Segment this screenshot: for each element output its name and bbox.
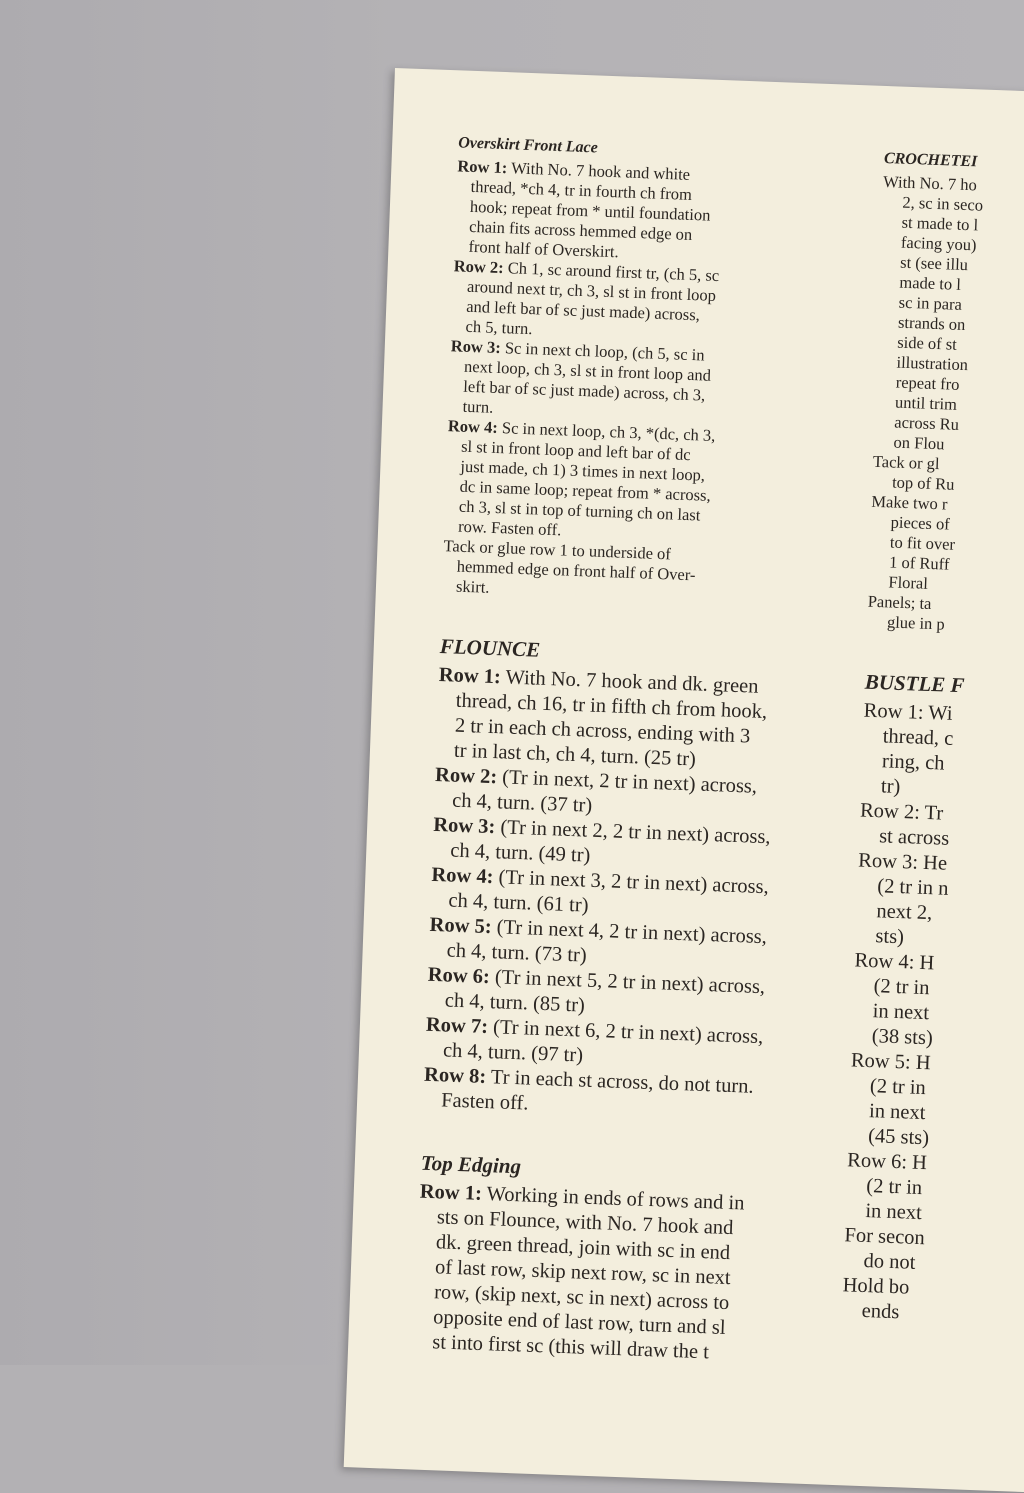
row-label: Row 8: — [423, 1063, 487, 1089]
right-line: (2 tr in — [865, 1175, 923, 1200]
right-line: made to l — [899, 272, 962, 294]
row-text: (Tr in next 6, 2 tr in next) across, ch 4, turn. (97 tr) — [442, 1016, 764, 1067]
right-line: Row 5: H — [850, 1049, 932, 1075]
right-line: With No. 7 ho — [882, 171, 978, 195]
row-label: Row 2: — [453, 256, 505, 278]
right-line: pieces of — [890, 512, 951, 534]
row-text: (Tr in next 3, 2 tr in next) across, ch 4, turn. (61 tr) — [448, 866, 770, 917]
right-line: 1 of Ruff — [888, 552, 950, 574]
right-line: 2, sc in seco — [902, 192, 984, 215]
right-line: Row 6: H — [846, 1149, 928, 1175]
row-label: Row 4: — [447, 416, 499, 438]
right-line: in next — [865, 1200, 923, 1225]
right-line: glue in p — [886, 612, 946, 634]
right-line: Row 2: Tr — [859, 799, 944, 825]
left-column — [414, 134, 858, 1369]
right-lines-bustle — [841, 699, 1024, 1332]
row-label: Row 2: — [434, 763, 498, 789]
right-line: Make two r — [871, 491, 948, 514]
section-heading: Overskirt Front Lace — [457, 134, 599, 157]
right-line: Panels; ta — [867, 591, 932, 614]
right-heading-bustle: BUSTLE F — [864, 669, 965, 698]
row-label: Row 4: — [431, 863, 494, 889]
row-text: With No. 7 hook and dk. green thread, ch 16, tr in fifth ch from hook, 2 tr in each ch across, ending with 3 tr in last ch, ch 4, turn. (25 tr) — [453, 666, 768, 771]
right-line: sc in para — [898, 292, 963, 314]
row-label: Row 7: — [425, 1013, 489, 1039]
section-heading: Top Edging — [420, 1150, 522, 1179]
instruction-row — [448, 336, 851, 431]
right-line: Row 1: Wi — [863, 699, 953, 725]
right-line: on Flou — [893, 432, 945, 454]
instruction-row — [454, 156, 857, 271]
row-text: (Tr in next, 2 tr in next) across, ch 4, turn. (37 tr) — [451, 766, 758, 817]
row-text: Working in ends of rows and in sts on Flounce, with No. 7 hook and dk. green thread, join with sc in end of last row, skip next row, sc in next row, (skip next, sc in next) across to opposite end of last row, turn and sl st into first sc (this will draw the t — [431, 1182, 745, 1364]
right-line: (38 sts) — [871, 1025, 934, 1050]
right-line: sts) — [875, 925, 905, 949]
right-line: top of Ru — [891, 472, 955, 494]
right-line: tr) — [880, 775, 901, 798]
right-line: For secon — [844, 1224, 926, 1250]
right-line: (2 tr in — [873, 975, 930, 1000]
right-line: facing you) — [900, 232, 977, 255]
row-text: Tr in each st across, do not turn. Fasten off. — [440, 1066, 754, 1115]
row-text: Sc in next loop, ch 3, *(dc, ch 3, sl st in front loop and left bar of dc just made, ch 1) 3 times in next loop, dc in same loop; repeat from * across, ch 3, sl st in top of turning ch on last row. Fasten off. — [457, 418, 716, 540]
right-line: st (see illu — [899, 252, 969, 275]
right-line: side of st — [896, 332, 958, 354]
row-text: (Tr in next 4, 2 tr in next) across, ch 4, turn. (73 tr) — [446, 916, 768, 967]
right-line: until trim — [894, 392, 958, 414]
instruction-row — [444, 416, 848, 551]
right-line: Row 4: H — [854, 949, 935, 975]
right-heading-crocheted: CROCHETEI — [883, 149, 978, 171]
row-text: Tack or glue row 1 to underside of hemmed edge on front half of Over- skirt. — [443, 536, 696, 597]
right-line: do not — [863, 1249, 916, 1274]
right-line: illustration — [896, 352, 969, 375]
right-line: (2 tr in n — [876, 875, 949, 900]
right-line: in next — [872, 1000, 930, 1025]
row-text: (Tr in next 2, 2 tr in next) across, ch 4, turn. (49 tr) — [449, 816, 771, 867]
right-line: thread, c — [882, 725, 954, 750]
row-label: Row 1: — [457, 156, 508, 178]
instruction-row — [436, 663, 839, 778]
right-line: across Ru — [894, 412, 960, 434]
right-line: Hold bo — [842, 1274, 910, 1299]
row-text: (Tr in next 5, 2 tr in next) across, ch 4, turn. (85 tr) — [444, 966, 766, 1017]
right-line: (45 sts) — [867, 1125, 930, 1150]
right-lines-crocheted — [867, 172, 1024, 640]
row-text: Sc in next ch loop, (ch 5, sc in next loop, ch 3, sl st in front loop and left bar of sc just made) across, ch 3, turn. — [462, 338, 712, 417]
right-line: Row 3: He — [857, 849, 948, 875]
right-line: to fit over — [889, 532, 956, 554]
row-label: Row 5: — [429, 913, 493, 939]
right-line: in next — [868, 1100, 926, 1125]
section-heading: FLOUNCE — [439, 634, 541, 662]
row-label: Row 3: — [432, 813, 496, 839]
pattern-page — [344, 68, 1024, 1493]
instruction-row — [414, 1180, 820, 1370]
right-column — [841, 150, 1024, 1332]
row-label: Row 3: — [450, 336, 502, 358]
right-line: next 2, — [876, 900, 933, 925]
row-label: Row 1: — [438, 664, 502, 689]
right-line: st made to l — [901, 212, 979, 235]
right-line: strands on — [897, 312, 966, 335]
right-line: Floral — [888, 572, 929, 593]
row-text: Ch 1, sc around first tr, (ch 5, sc around next tr, ch 3, sl st in front loop and left bar of sc just made) across, ch 5, turn. — [465, 258, 720, 339]
instruction-row — [451, 256, 854, 351]
right-line: Tack or gl — [872, 451, 940, 474]
right-line: repeat fro — [895, 372, 960, 394]
row-label: Row 6: — [427, 963, 491, 989]
row-label: Row 1: — [419, 1180, 483, 1205]
right-line: st across — [878, 825, 950, 850]
right-line: ring, ch — [881, 750, 945, 775]
row-text: With No. 7 hook and white thread, *ch 4, tr in fourth ch from hook; repeat from * until foundation chain fits across hemmed edge on front half of Overskirt. — [468, 158, 711, 262]
right-line: (2 tr in — [869, 1075, 927, 1100]
right-line: ends — [861, 1299, 900, 1324]
